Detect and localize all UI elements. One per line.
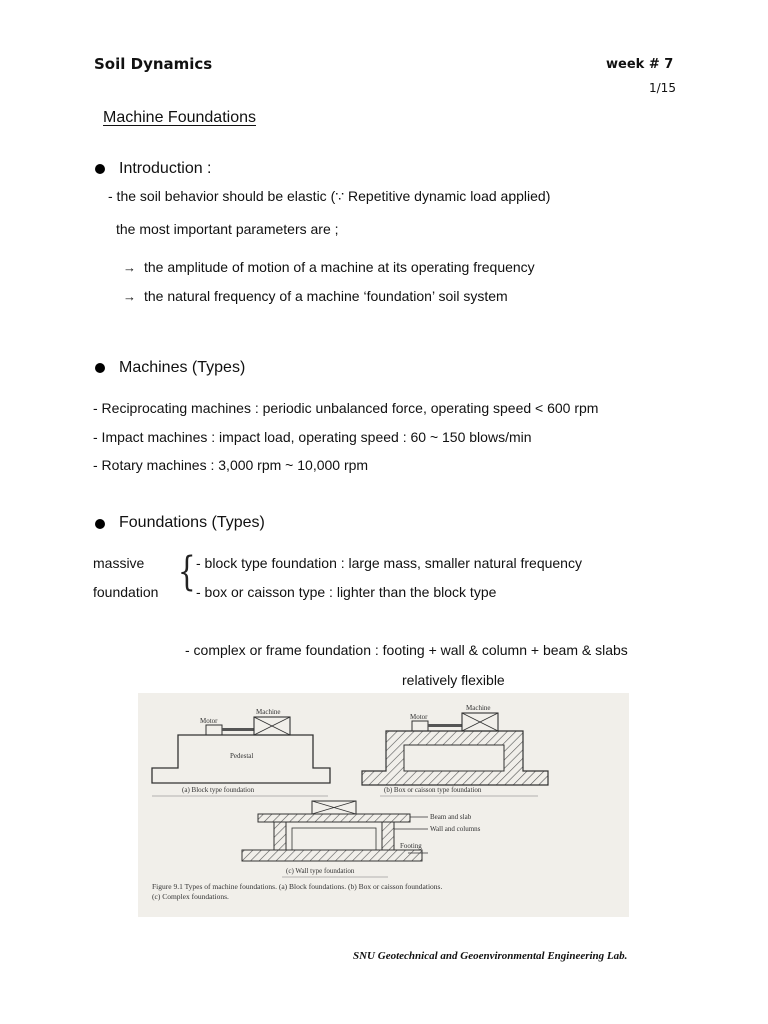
footing-label: Footing: [400, 842, 422, 850]
foundations-heading: Foundations (Types): [119, 514, 265, 531]
intro-line-1: - the soil behavior should be elastic (∵ Repetitive dynamic load applied): [108, 188, 551, 204]
machine-item-3: - Rotary machines : 3,000 rpm ~ 10,000 rpm: [93, 457, 369, 473]
complex-foundation-drawing: [242, 801, 481, 877]
course-title: Soil Dynamics: [94, 55, 213, 73]
brace-icon: {: [177, 549, 196, 595]
bullet-icon: [95, 164, 105, 174]
box-type-text: - box or caisson type : lighter than the block type: [196, 584, 497, 600]
bullet-icon: [95, 363, 105, 373]
param-item-1: [123, 259, 535, 275]
block-foundation-drawing: [152, 708, 330, 796]
block-type-text: - block type foundation : large mass, smaller natural frequency: [196, 555, 582, 571]
massive-label-1: massive: [93, 555, 145, 571]
page-number: 1/15: [649, 81, 676, 95]
document-title: Machine Foundations: [103, 109, 256, 126]
machine-item-1: - Reciprocating machines : periodic unbalanced force, operating speed < 600 rpm: [93, 400, 599, 416]
machine-label: Machine: [256, 708, 281, 716]
lab-footer: SNU Geotechnical and Geoenvironmental Engineering Lab.: [353, 950, 628, 962]
intro-heading: Introduction :: [119, 160, 212, 177]
motor-label: Motor: [410, 713, 428, 721]
machine-item-2: - Impact machines : impact load, operating speed : 60 ~ 150 blows/min: [93, 429, 532, 445]
caption-c: (c) Wall type foundation: [286, 867, 355, 875]
complex-note-text: relatively flexible: [402, 672, 505, 688]
foundation-types-figure: [138, 693, 629, 917]
motor-label: Motor: [200, 717, 218, 725]
box-foundation-drawing: [362, 704, 548, 796]
param-item-2: [123, 288, 508, 304]
wall-columns-label: Wall and columns: [430, 825, 481, 833]
bullet-icon: [95, 519, 105, 529]
arrow-icon: →: [123, 289, 136, 304]
caption-b: (b) Box or caisson type foundation: [384, 786, 482, 794]
figure-caption-line-2: (c) Complex foundations.: [152, 892, 229, 901]
complex-type-text: - complex or frame foundation : footing + wall & column + beam & slabs: [185, 642, 628, 658]
caption-a: (a) Block type foundation: [182, 786, 255, 794]
param-text: the natural frequency of a machine ‘foundation’ soil system: [144, 288, 508, 304]
machines-heading: Machines (Types): [119, 359, 246, 376]
arrow-icon: →: [123, 260, 136, 275]
param-text: the amplitude of motion of a machine at its operating frequency: [144, 259, 535, 275]
massive-label-2: foundation: [93, 584, 159, 600]
figure-caption-line-1: Figure 9.1 Types of machine foundations. (a) Block foundations. (b) Box or caisson foundations.: [152, 882, 443, 891]
figure-drawing: [138, 693, 629, 917]
beam-slab-label: Beam and slab: [430, 813, 472, 821]
machine-label: Machine: [466, 704, 491, 712]
pedestal-label: Pedestal: [230, 752, 254, 760]
week-label: week # 7: [606, 57, 674, 72]
intro-line-2: the most important parameters are ;: [116, 221, 339, 237]
